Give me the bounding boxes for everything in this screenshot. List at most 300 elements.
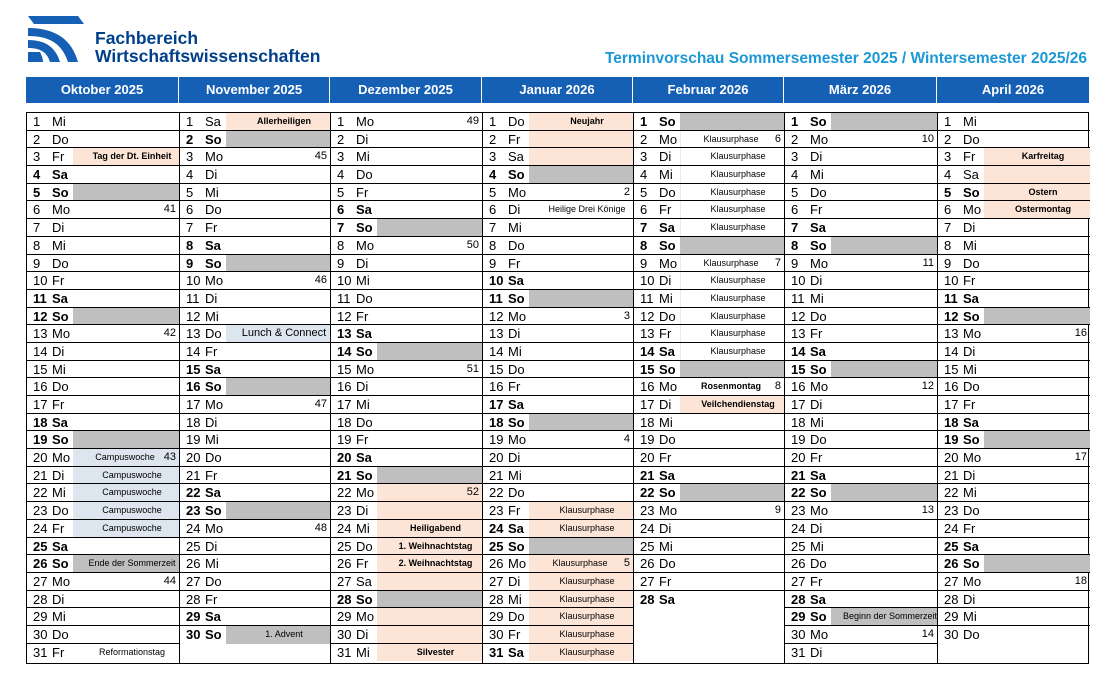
day-number: 14: [33, 343, 48, 359]
day-row: [938, 484, 1090, 502]
weekday-label: Mi: [508, 343, 522, 359]
day-row: [785, 255, 937, 273]
day-note: Heilige Drei Könige: [548, 204, 626, 215]
month-header: Februar 2026: [633, 77, 784, 103]
day-number: 1: [33, 114, 41, 129]
month-column: [27, 113, 180, 663]
day-row: [180, 308, 330, 326]
weekday-label: Di: [356, 626, 369, 642]
calendar-week-number: 42: [163, 327, 176, 340]
day-row: [180, 113, 330, 131]
day-number: 2: [489, 131, 497, 147]
day-note: Klausurphase: [710, 345, 766, 356]
day-number: 9: [33, 255, 41, 271]
day-number: 19: [186, 432, 201, 448]
day-row: [634, 431, 784, 449]
day-row: [27, 555, 179, 573]
day-number: 11: [186, 290, 200, 306]
day-row: [483, 237, 633, 255]
day-row: [180, 396, 330, 414]
weekday-label: Di: [52, 467, 65, 483]
day-row: [483, 148, 633, 166]
day-number: 22: [791, 485, 806, 501]
day-row: [785, 237, 937, 255]
weekday-label: Fr: [356, 556, 369, 572]
day-row: [483, 255, 633, 273]
day-number: 20: [489, 450, 504, 466]
day-row: [634, 396, 784, 414]
day-row: [634, 484, 784, 502]
day-number: 17: [640, 397, 655, 412]
day-number: 9: [489, 255, 497, 271]
calendar-week-number: 9: [774, 504, 781, 517]
day-note: Ende der Sommerzeit: [88, 558, 176, 569]
day-number: 25: [791, 538, 806, 554]
day-number: 4: [640, 167, 648, 183]
day-number: 6: [337, 202, 345, 218]
day-note: Klausurphase: [559, 575, 615, 586]
day-note: Klausurphase: [710, 151, 766, 162]
weekday-label: Mi: [810, 414, 824, 430]
day-number: 5: [944, 184, 952, 200]
calendar-week-number: 50: [466, 238, 479, 251]
weekday-label: Fr: [52, 520, 65, 536]
day-number: 4: [186, 167, 194, 183]
day-row: [27, 184, 179, 202]
day-row: [938, 361, 1090, 379]
day-row: [483, 131, 633, 149]
weekday-label: Sa: [810, 220, 826, 236]
calendar-week-number: 41: [163, 203, 176, 216]
weekday-label: Mo: [205, 149, 224, 165]
day-number: 26: [791, 556, 806, 572]
day-row: [785, 538, 937, 556]
day-row: [331, 361, 482, 379]
day-row: [180, 148, 330, 166]
day-row: [180, 608, 330, 626]
day-row: [483, 325, 633, 343]
day-row: [938, 184, 1090, 202]
day-row: [27, 414, 179, 432]
weekday-label: So: [356, 220, 373, 236]
day-number: 8: [791, 237, 799, 253]
day-row: [938, 414, 1090, 432]
day-row: [785, 131, 937, 149]
day-number: 12: [489, 308, 504, 324]
day-row: [27, 219, 179, 237]
day-row: [785, 308, 937, 326]
weekday-label: Fr: [52, 149, 65, 165]
weekday-label: Do: [659, 432, 676, 448]
day-number: 20: [33, 450, 48, 466]
weekday-label: Do: [205, 573, 222, 589]
day-number: 12: [640, 308, 655, 324]
day-row: [483, 449, 633, 467]
day-number: 19: [489, 432, 504, 448]
day-number: 13: [640, 326, 655, 342]
day-number: 4: [337, 167, 345, 183]
day-number: 13: [944, 326, 959, 342]
weekday-label: Mo: [52, 326, 71, 342]
calendar-week-number: 5: [623, 557, 630, 570]
day-number: 8: [489, 237, 497, 253]
day-number: 1: [337, 114, 345, 129]
day-row: [331, 555, 482, 573]
weekday-label: Fr: [508, 379, 521, 395]
weekday-label: Fr: [810, 326, 823, 342]
day-row: [331, 608, 482, 626]
day-note: Campuswoche: [102, 487, 162, 498]
weekday-label: Di: [963, 343, 976, 359]
day-number: 7: [944, 220, 952, 236]
day-number: 26: [33, 556, 48, 572]
weekday-label: So: [52, 432, 69, 448]
day-row: [785, 484, 937, 502]
day-number: 23: [33, 503, 48, 519]
day-number: 4: [33, 167, 41, 183]
day-row: [483, 201, 633, 219]
day-row: [27, 644, 179, 662]
day-row: [180, 166, 330, 184]
day-note: Klausurphase: [710, 292, 766, 303]
day-row: [180, 343, 330, 361]
day-number: 9: [640, 255, 648, 271]
day-row: [938, 272, 1090, 290]
weekday-label: Fr: [205, 343, 218, 359]
day-number: 4: [791, 167, 799, 183]
day-number: 2: [640, 131, 648, 147]
weekday-label: Di: [508, 573, 521, 589]
day-note: Klausurphase: [552, 558, 608, 569]
day-number: 14: [791, 343, 806, 359]
day-row: [331, 591, 482, 609]
weekday-label: Mi: [52, 609, 66, 625]
day-number: 6: [944, 202, 952, 218]
day-note: Tag der Dt. Einheit: [92, 151, 172, 162]
day-number: 10: [791, 273, 806, 289]
weekday-label: Do: [52, 626, 69, 642]
day-row: [27, 431, 179, 449]
weekday-label: Do: [810, 184, 827, 200]
month-column: [483, 113, 634, 663]
weekday-label: Mo: [659, 131, 678, 147]
day-note: 1. Weihnachtstag: [398, 540, 473, 551]
day-number: 11: [791, 290, 805, 306]
weekday-label: Fr: [659, 326, 672, 342]
calendar-week-number: 10: [921, 132, 934, 145]
day-row: [27, 573, 179, 591]
weekday-label: So: [659, 485, 676, 501]
weekday-label: Do: [963, 379, 980, 395]
day-row: [27, 201, 179, 219]
day-row: [27, 166, 179, 184]
month-column: [785, 113, 938, 663]
day-number: 11: [33, 290, 47, 306]
day-number: 7: [33, 220, 41, 236]
day-number: 1: [489, 114, 497, 129]
day-row: [483, 644, 633, 662]
faculty-name-line2: Wirtschaftswissenschaften: [95, 46, 321, 66]
day-number: 25: [337, 538, 352, 554]
day-number: 1: [791, 114, 799, 129]
day-number: 18: [640, 414, 655, 430]
weekday-label: Fr: [963, 520, 976, 536]
day-number: 28: [944, 591, 959, 607]
day-row: [938, 431, 1090, 449]
calendar-week-number: 8: [774, 380, 781, 393]
weekday-label: Sa: [52, 290, 68, 306]
day-row: [483, 290, 633, 308]
day-number: 3: [944, 149, 952, 165]
weekday-label: So: [963, 556, 980, 572]
weekday-label: Fr: [356, 432, 369, 448]
faculty-name-line1: Fachbereich: [95, 28, 199, 48]
day-row: [27, 502, 179, 520]
month-header: Oktober 2025: [26, 77, 179, 103]
day-note: Campuswoche: [102, 469, 162, 480]
day-row: [331, 449, 482, 467]
weekday-label: Mo: [356, 609, 375, 625]
weekday-label: Do: [205, 202, 222, 218]
day-number: 23: [337, 503, 352, 519]
day-row: [331, 467, 482, 485]
day-row: [483, 538, 633, 556]
weekday-label: Mi: [810, 538, 824, 554]
month-column: [938, 113, 1090, 663]
day-number: 12: [944, 308, 959, 324]
day-row: [331, 308, 482, 326]
weekday-label: Mi: [356, 644, 370, 660]
day-row: [27, 449, 179, 467]
day-row: [27, 148, 179, 166]
weekday-label: Mi: [659, 538, 673, 554]
day-row: [634, 467, 784, 485]
day-row: [331, 644, 482, 662]
day-row: [483, 113, 633, 131]
weekday-label: So: [659, 114, 676, 129]
weekday-label: Di: [205, 414, 218, 430]
day-row: [785, 555, 937, 573]
day-number: 2: [944, 131, 952, 147]
weekday-label: Sa: [205, 485, 221, 501]
weekday-label: Mo: [356, 237, 375, 253]
day-number: 10: [944, 273, 959, 289]
day-number: 17: [489, 397, 504, 412]
calendar-week-number: 43: [163, 451, 176, 464]
day-row: [634, 201, 784, 219]
month-header: Januar 2026: [482, 77, 633, 103]
day-row: [785, 644, 937, 662]
day-number: 17: [186, 397, 201, 412]
day-number: 27: [791, 573, 806, 589]
day-row: [27, 131, 179, 149]
day-number: 16: [791, 379, 806, 395]
weekday-label: Fr: [52, 644, 65, 660]
weekday-label: Sa: [205, 114, 221, 129]
weekday-label: Mo: [205, 520, 224, 536]
weekday-label: Mo: [659, 255, 678, 271]
day-row: [483, 431, 633, 449]
weekday-label: So: [810, 114, 827, 129]
day-row: [180, 219, 330, 237]
day-row: [27, 538, 179, 556]
day-number: 3: [337, 149, 345, 165]
weekday-label: Mo: [205, 273, 224, 289]
day-number: 14: [489, 343, 504, 359]
weekday-label: Sa: [659, 220, 675, 236]
day-number: 8: [944, 237, 952, 253]
day-number: 23: [944, 503, 959, 519]
weekday-label: Mo: [659, 379, 678, 395]
day-row: [180, 361, 330, 379]
weekday-label: Sa: [356, 573, 372, 589]
calendar-week-number: 46: [314, 274, 327, 287]
day-number: 20: [944, 450, 959, 466]
day-row: [483, 378, 633, 396]
day-row: [331, 148, 482, 166]
day-row: [634, 308, 784, 326]
day-row: [331, 290, 482, 308]
day-row: [785, 608, 937, 626]
day-number: 5: [791, 184, 799, 200]
day-number: 22: [337, 485, 352, 501]
weekday-label: Di: [205, 167, 218, 183]
weekday-label: Di: [205, 290, 218, 306]
day-number: 2: [337, 131, 345, 147]
day-number: 10: [337, 273, 352, 289]
day-row: [938, 555, 1090, 573]
day-row: [938, 308, 1090, 326]
day-number: 24: [791, 520, 806, 536]
day-number: 20: [186, 450, 201, 466]
weekday-label: So: [356, 467, 373, 483]
day-number: 6: [489, 202, 497, 218]
day-number: 23: [640, 503, 655, 519]
weekday-label: Fr: [810, 573, 823, 589]
day-number: 30: [33, 626, 48, 642]
day-row: [27, 467, 179, 485]
weekday-label: Di: [52, 220, 65, 236]
weekday-label: Mi: [356, 520, 370, 536]
day-number: 1: [640, 114, 648, 129]
weekday-label: Sa: [508, 149, 524, 165]
weekday-label: Mo: [659, 503, 678, 519]
day-number: 17: [33, 397, 48, 412]
day-row: [785, 272, 937, 290]
day-number: 6: [33, 202, 41, 218]
day-note: Ostermontag: [1014, 204, 1071, 215]
day-number: 31: [791, 644, 806, 660]
day-row: [938, 467, 1090, 485]
day-row: [331, 325, 482, 343]
day-number: 28: [337, 591, 352, 607]
weekday-label: So: [508, 290, 525, 306]
weekday-label: Fr: [52, 273, 65, 289]
day-note: Rosenmontag: [700, 381, 761, 392]
day-row: [483, 591, 633, 609]
day-number: 7: [791, 220, 799, 236]
day-number: 24: [186, 520, 201, 536]
day-number: 10: [186, 273, 201, 289]
day-number: 4: [944, 167, 952, 183]
day-number: 3: [640, 149, 648, 165]
calendar-week-number: 11: [922, 256, 934, 269]
weekday-label: So: [205, 379, 222, 395]
day-row: [331, 343, 482, 361]
day-number: 16: [337, 379, 352, 395]
day-number: 31: [33, 644, 48, 660]
day-row: [180, 290, 330, 308]
weekday-label: So: [205, 503, 222, 519]
day-row: [483, 573, 633, 591]
day-number: 12: [337, 308, 352, 324]
weekday-label: Mi: [508, 220, 522, 236]
weekday-label: Do: [963, 131, 980, 147]
weekday-label: Fr: [810, 450, 823, 466]
calendar-week-number: 18: [1074, 574, 1087, 587]
day-note: Klausurphase: [710, 222, 766, 233]
day-number: 18: [944, 414, 959, 430]
day-row: [180, 325, 330, 343]
calendar-week-number: 51: [466, 362, 479, 375]
weekday-label: Fr: [356, 308, 369, 324]
weekday-label: Mo: [356, 485, 375, 501]
day-number: 14: [186, 343, 201, 359]
weekday-label: So: [963, 308, 980, 324]
day-number: 3: [791, 149, 799, 165]
weekday-label: Sa: [356, 326, 372, 342]
day-row: [27, 113, 179, 131]
day-number: 15: [33, 361, 48, 377]
day-number: 30: [791, 626, 806, 642]
day-number: 18: [489, 414, 504, 430]
day-number: 29: [337, 609, 352, 625]
day-note: Klausurphase: [559, 522, 615, 533]
weekday-label: So: [508, 538, 525, 554]
day-number: 15: [944, 361, 959, 377]
day-note: Reformationstag: [98, 646, 166, 657]
day-row: [938, 148, 1090, 166]
day-number: 31: [489, 644, 504, 660]
day-number: 5: [33, 184, 41, 200]
weekday-label: Mi: [52, 114, 66, 129]
weekday-label: So: [659, 361, 676, 377]
weekday-label: Do: [810, 308, 827, 324]
day-number: 12: [186, 308, 201, 324]
day-number: 15: [791, 361, 806, 377]
day-row: [27, 520, 179, 538]
weekday-label: Mi: [356, 273, 370, 289]
day-number: 30: [944, 626, 959, 642]
day-row: [634, 361, 784, 379]
day-row: [180, 626, 330, 644]
weekday-label: So: [205, 255, 222, 271]
weekday-label: Fr: [963, 273, 976, 289]
weekday-label: Sa: [810, 343, 826, 359]
weekday-label: Mi: [659, 414, 673, 430]
day-row: [483, 608, 633, 626]
day-number: 26: [640, 556, 655, 572]
weekday-label: Sa: [963, 414, 979, 430]
calendar-week-number: 47: [314, 398, 327, 410]
weekday-label: Sa: [205, 237, 221, 253]
day-number: 3: [489, 149, 497, 165]
day-number: 14: [640, 343, 655, 359]
day-number: 19: [944, 432, 959, 448]
day-number: 8: [33, 237, 41, 253]
weekday-label: Mo: [508, 432, 527, 448]
day-number: 9: [337, 255, 345, 271]
